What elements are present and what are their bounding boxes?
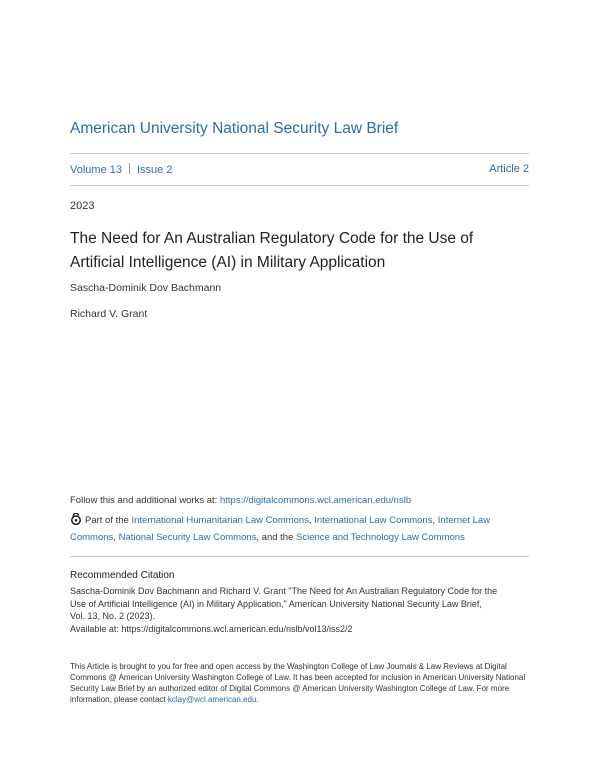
publication-year: 2023 [70, 200, 95, 212]
recommended-citation [70, 585, 532, 635]
citation-line: Use of Artificial Intelligence (AI) in Military Application," American University National Security Law Brief, [70, 598, 482, 609]
author-name: Sascha-Dominik Dov Bachmann [70, 282, 222, 294]
article-title [70, 227, 510, 275]
article-title-line: Artificial Intelligence (AI) in Military Application [70, 254, 386, 271]
volume-link[interactable]: Volume 13 [70, 164, 122, 176]
divider [70, 556, 529, 557]
citation-line: Vol. 13, No. 2 (2023). [70, 611, 156, 621]
separator: , and the [256, 532, 297, 543]
commons-link[interactable]: Internet Law Commons [70, 515, 491, 543]
access-notice [70, 661, 532, 705]
commons-link[interactable]: International Law Commons [314, 515, 433, 526]
collection-link[interactable]: https://digitalcommons.wcl.american.edu/nslb [219, 495, 412, 506]
commons-link[interactable]: National Security Law Commons [118, 532, 257, 543]
issue-link[interactable]: Issue 2 [136, 164, 173, 176]
notice-end: . [256, 695, 259, 704]
citation-line: Available at: https://digitalcommons.wcl.american.edu/nslb/vol13/iss2/2 [70, 623, 353, 634]
divider [70, 153, 529, 154]
open-access-icon [70, 513, 82, 525]
journal-title-link[interactable]: American University National Security Law Brief [70, 120, 399, 137]
follow-prefix: Follow this and additional works at: [70, 495, 220, 506]
article-title-line: The Need for An Australian Regulatory Code for the Use of [70, 230, 474, 247]
separator: , [308, 515, 315, 526]
separator [129, 163, 130, 174]
issue-navigation [70, 163, 529, 176]
citation-line: Sascha-Dominik Dov Bachmann and Richard V. Grant "The Need for An Australian Regulatory Code for the [70, 586, 498, 596]
follow-line [70, 495, 411, 506]
article-number-link[interactable]: Article 2 [489, 163, 529, 175]
divider [70, 185, 529, 186]
contact-email-link[interactable]: kclay@wcl.american.edu [167, 695, 257, 704]
notice-text: This Article is brought to you for free and open access by the Washington College of Law Journals & Law Reviews at Digital Commons @ American University Washington College of Law. It has been accepted for inclusion in American University National Security Law Brief by an authorized editor of Digital Commons @ American University Washington College of Law. For more information, please contact [70, 662, 526, 704]
separator: , [432, 515, 438, 526]
part-of-line [70, 512, 530, 546]
commons-link[interactable]: Science and Technology Law Commons [296, 532, 465, 543]
separator: , [113, 532, 119, 543]
recommended-citation-heading: Recommended Citation [70, 570, 175, 581]
commons-link[interactable]: International Humanitarian Law Commons [131, 515, 309, 526]
part-of-prefix: Part of the [85, 515, 132, 526]
author-name: Richard V. Grant [70, 308, 148, 320]
